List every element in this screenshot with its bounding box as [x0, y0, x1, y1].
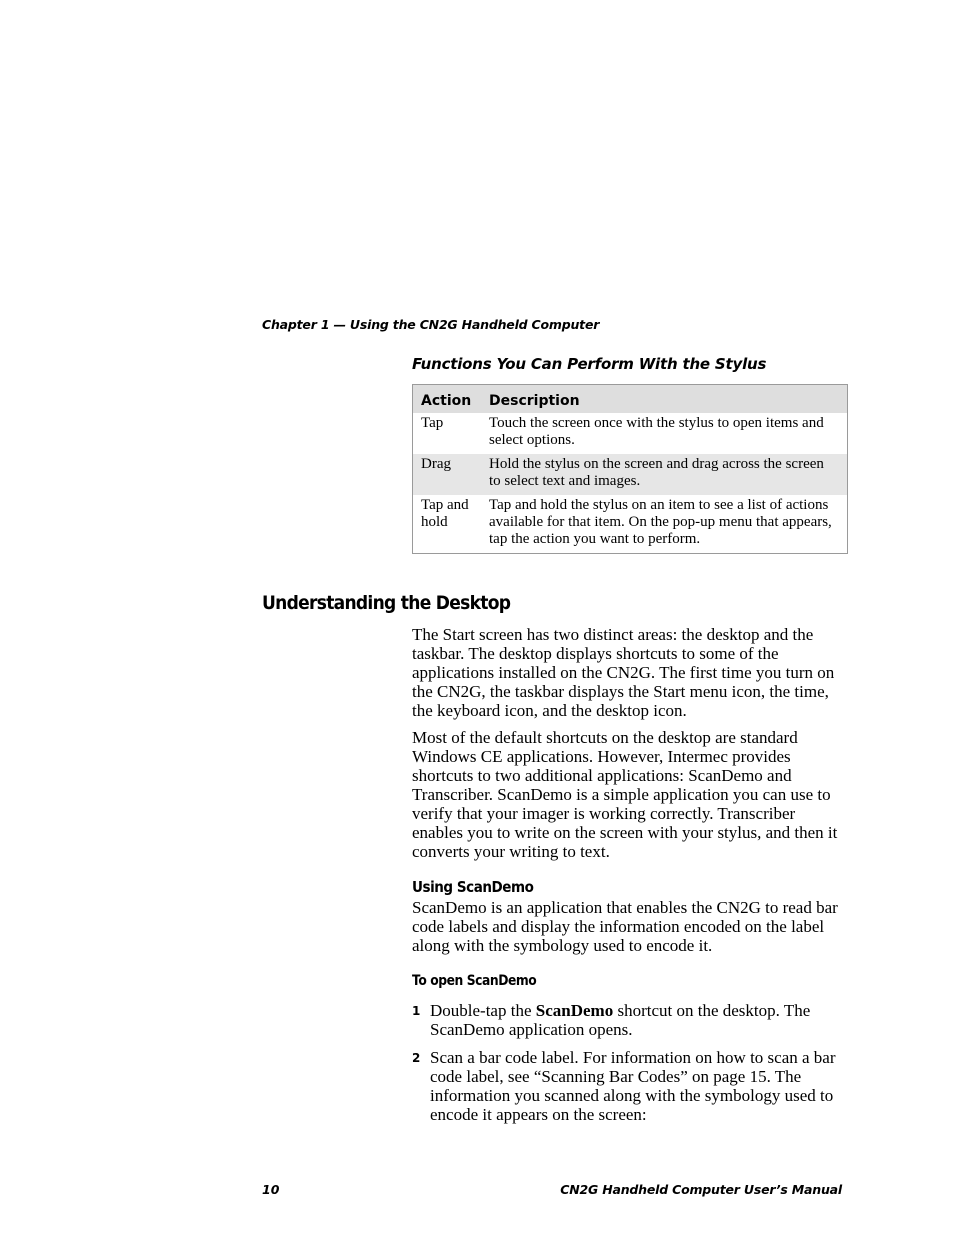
table-row: [413, 495, 848, 554]
paragraph-text: Most of the default shortcuts on the desktop are standard Windows CE applications. However, Intermec provides shortcuts to two additional applications: ScanDemo and Transcriber. ScanDemo is a simple application you can use to verify that your imager is working correctly. Transcriber enables you to write on the screen with your stylus, and then it converts your writing to text.: [412, 728, 838, 861]
step-text-bold: ScanDemo: [535, 1001, 614, 1020]
step-text-after: shortcut on the desktop. The ScanDemo application opens.: [430, 1001, 811, 1039]
paragraph-text: ScanDemo is an application that enables the CN2G to read bar code labels and display the information encoded on the label along with the symbology used to encode it.: [412, 898, 838, 955]
subsection-heading: Using ScanDemo: [412, 878, 534, 896]
table-title: Functions You Can Perform With the Stylus: [412, 355, 767, 373]
page-number: 10: [262, 1182, 280, 1197]
section-paragraph-1: [412, 625, 842, 720]
table-cell-description: Hold the stylus on the screen and drag across the screen to select text and images.: [481, 454, 848, 495]
step-number: 1: [412, 1004, 421, 1018]
section-heading: Understanding the Desktop: [262, 592, 511, 614]
step-text-before: Double-tap the: [430, 1001, 536, 1020]
table-cell-action: Tap and hold: [421, 497, 469, 530]
step-text: Scan a bar code label. For information on how to scan a bar code label, see “Scanning Bar Codes” on page 15. The information you scanned along with the symbology used to encode it appears on the screen:: [430, 1048, 836, 1124]
paragraph-text: The Start screen has two distinct areas: the desktop and the taskbar. The desktop displays shortcuts to some of the applications installed on the CN2G. The first time you turn on the CN2G, the taskbar displays the Start menu icon, the time, the keyboard icon, and the desktop icon.: [412, 625, 835, 720]
column-header-description: Description: [481, 385, 848, 414]
stylus-functions-table: [412, 384, 848, 554]
table-cell-description: Touch the screen once with the stylus to open items and select options.: [489, 415, 824, 448]
step-number: 2: [412, 1051, 421, 1065]
table-header-row: [413, 385, 848, 414]
table-row: [413, 413, 848, 454]
table-cell-action: Drag: [413, 454, 482, 495]
procedure-heading: To open ScanDemo: [412, 973, 537, 989]
subsection-paragraph: [412, 898, 842, 955]
manual-title: CN2G Handheld Computer User’s Manual: [560, 1182, 842, 1197]
table-row: [413, 454, 848, 495]
table-cell-description: Tap and hold the stylus on an item to see a list of actions available for that item. On the pop-up menu that appears, tap the action you want to perform.: [489, 497, 832, 547]
procedure-step-2: [412, 1048, 842, 1124]
section-paragraph-2: [412, 728, 842, 861]
procedure-step-1: [412, 1001, 842, 1039]
table-cell-action: Tap: [421, 415, 444, 431]
running-head: Chapter 1 — Using the CN2G Handheld Computer: [262, 317, 600, 332]
column-header-action: Action: [413, 385, 482, 414]
step-text: [430, 1001, 842, 1039]
